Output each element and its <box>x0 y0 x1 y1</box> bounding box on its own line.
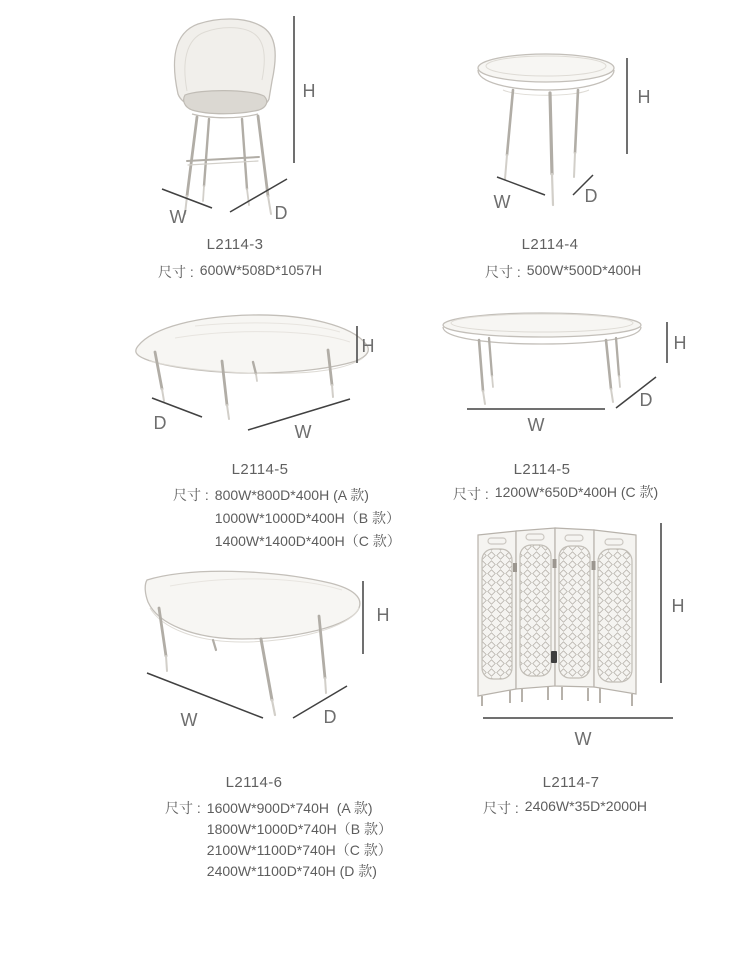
product-title: L2114-5 <box>231 461 289 478</box>
dim-label-d: D <box>153 413 167 433</box>
dim-label-h: H <box>376 605 390 625</box>
dim-label-d: D <box>274 203 288 223</box>
dim-label-h: H <box>673 333 687 353</box>
dim-label-h: H <box>302 81 316 101</box>
screen-drawing <box>478 528 636 706</box>
size-prefix: 尺寸 : <box>485 264 521 280</box>
size-line: 1400W*1400D*400H（C 款） <box>214 533 401 549</box>
product-title: L2114-4 <box>521 236 579 253</box>
product-title: L2114-6 <box>225 774 283 791</box>
product-sizes <box>453 484 658 504</box>
product-figure-folding-screen <box>460 515 690 750</box>
dim-line-width <box>147 673 263 718</box>
size-prefix: 尺寸 : <box>483 800 519 816</box>
size-prefix: 尺寸 : <box>453 486 489 502</box>
size-line: 1000W*1000D*400H（B 款） <box>214 510 400 526</box>
product-figure-bar-chair <box>140 8 325 228</box>
size-line: 1200W*650D*400H (C 款) <box>494 484 659 500</box>
size-line: 800W*800D*400H (A 款) <box>214 487 369 503</box>
product-figure-oval-dining-table <box>130 550 390 735</box>
product-title: L2114-7 <box>542 774 600 791</box>
table-drawing <box>478 54 614 205</box>
size-line: 500W*500D*400H <box>526 262 642 278</box>
product-figure-oval-coffee-table <box>435 300 685 440</box>
dim-label-w: W <box>527 415 545 435</box>
oval-dining-table-sketch <box>130 550 390 735</box>
folding-screen-sketch <box>460 515 690 750</box>
table-drawing <box>145 571 360 715</box>
product-figure-round-side-table <box>455 38 665 223</box>
size-line: 2100W*1100D*740H（C 款） <box>206 842 392 858</box>
bar-chair-sketch <box>140 8 325 228</box>
product-figure-square-coffee-table <box>125 300 380 445</box>
oval-coffee-table-sketch <box>435 300 685 440</box>
product-title: L2114-3 <box>206 236 264 253</box>
square-coffee-table-sketch <box>125 300 380 445</box>
dim-label-h: H <box>671 596 685 616</box>
product-sizes <box>485 262 641 282</box>
dim-label-w: W <box>180 710 198 730</box>
product-sizes <box>158 262 322 282</box>
table-drawing <box>443 313 641 404</box>
size-line: 1800W*1000D*740H（B 款） <box>206 821 392 837</box>
dim-label-h: H <box>361 336 375 356</box>
product-title: L2114-5 <box>513 461 571 478</box>
size-line: 600W*508D*1057H <box>199 262 322 278</box>
size-prefix: 尺寸 : <box>165 800 201 816</box>
dim-label-d: D <box>323 707 337 727</box>
dim-label-w: W <box>294 422 312 442</box>
size-line: 2400W*1100D*740H (D 款) <box>206 863 377 879</box>
dim-label-d: D <box>639 390 653 410</box>
dim-label-w: W <box>574 729 592 749</box>
product-sizes <box>165 798 392 882</box>
dim-line-depth <box>293 686 347 718</box>
size-prefix: 尺寸 : <box>158 264 194 280</box>
size-line: 2406W*35D*2000H <box>524 798 647 814</box>
product-sizes <box>483 798 647 818</box>
size-line: 1600W*900D*740H (A 款) <box>206 800 373 816</box>
dim-label-w: W <box>493 192 511 212</box>
dim-label-w: W <box>169 207 187 227</box>
round-side-table-sketch <box>455 38 665 223</box>
size-prefix: 尺寸 : <box>173 487 209 503</box>
product-sizes <box>173 484 401 553</box>
dim-label-h: H <box>637 87 651 107</box>
dim-label-d: D <box>584 186 598 206</box>
chair-drawing <box>175 19 276 214</box>
